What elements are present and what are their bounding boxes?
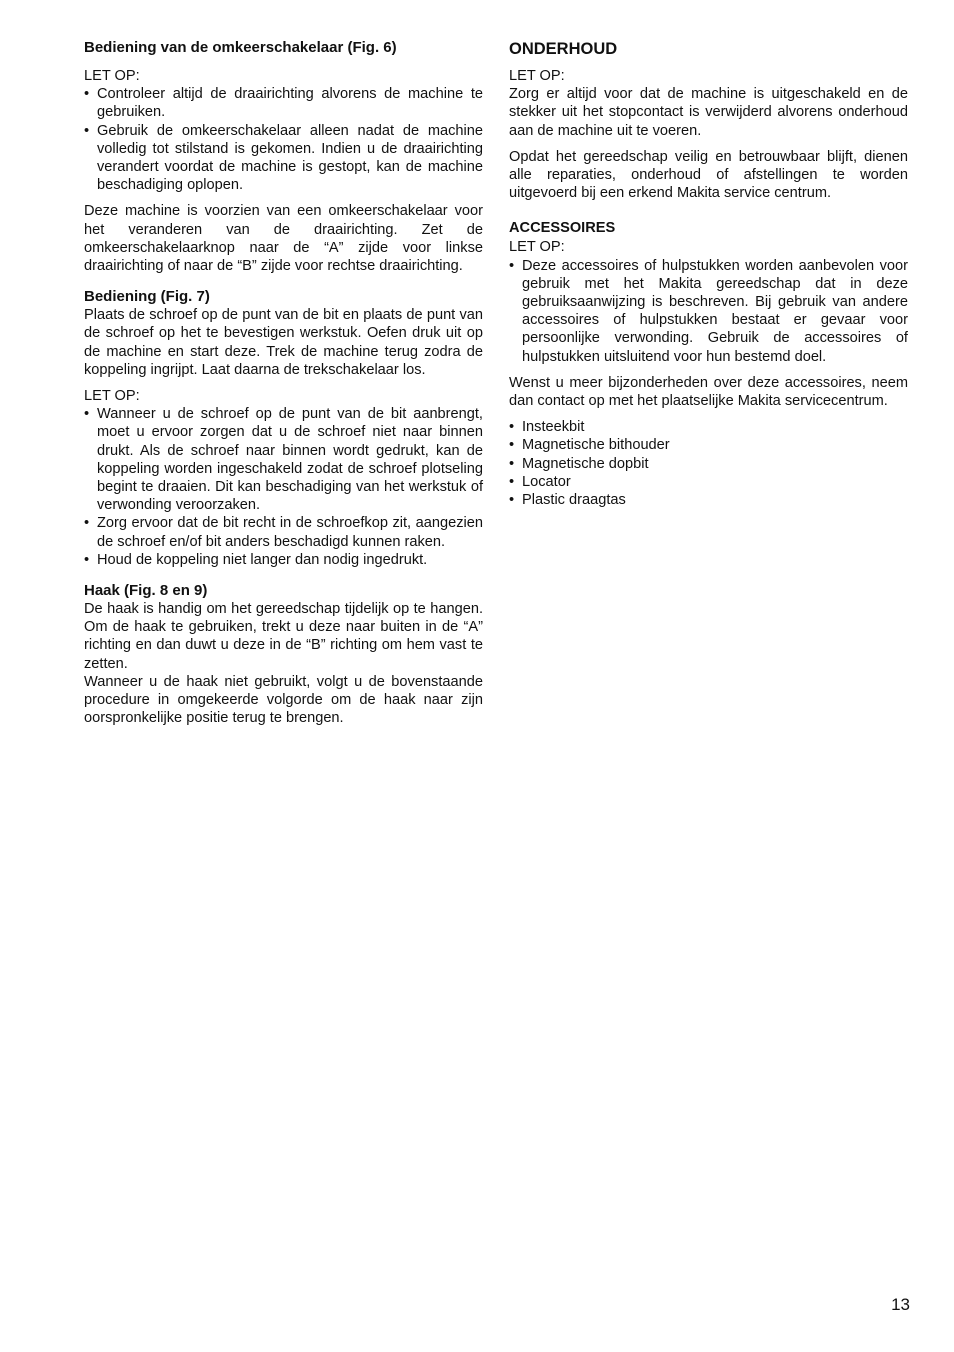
list-item: • Controleer altijd de draairichting alvorens de machine te gebruiken. xyxy=(84,85,483,121)
list-item: • Houd de koppeling niet langer dan nodig ingedrukt. xyxy=(84,551,483,569)
accessories-list xyxy=(509,418,908,509)
paragraph: De haak is handig om het gereedschap tijdelijk op te hangen. Om de haak te gebruiken, trekt u deze naar buiten in de “A” richting en dan duwt u deze in de “B” richting om hem vast te zetten. xyxy=(84,601,483,672)
list-item: • Insteekbit xyxy=(509,418,908,436)
list-item: • Wanneer u de schroef op de punt van de bit aanbrengt, moet u ervoor zorgen dat u de schroef niet naar binnen drukt. Als de schroef naar binnen wordt gedrukt, kan de koppeling worden ingeschakeld zodat de schroef plotseling begint te draaien. Dit kan beschadiging van het werkstuk of verwonding veroorzaken. xyxy=(84,405,483,514)
list-item: • Deze accessoires of hulpstukken worden aanbevolen voor gebruik met het Makita gereedschap dat in deze gebruiksaanwijzing is beschreven. Bij gebruik van andere accessoires of hulpstukken bestaat er gevaar voor persoonlijke verwonding. Gebruik de accessoires of hulpstukken uitsluitend voor hun bestemd doel. xyxy=(509,257,908,366)
paragraph: Wanneer u de haak niet gebruikt, volgt u de bovenstaande procedure in omgekeerde volgorde om de haak naar zijn oorspronkelijke positie terug te brengen. xyxy=(84,673,483,727)
list-item: • Locator xyxy=(509,473,908,491)
list-item: • Gebruik de omkeerschakelaar alleen nadat de machine volledig tot stilstand is gekomen. Indien u de draairichting verandert voordat de machine is gestopt, kan de machine beschadiging oplopen. xyxy=(84,122,483,195)
paragraph: Zorg er altijd voor dat de machine is uitgeschakeld en de stekker uit het stopcontact is verwijderd alvorens onderhoud aan de machine uit te voeren. xyxy=(509,86,908,139)
list-item: • Plastic draagtas xyxy=(509,491,908,509)
caution-list xyxy=(84,85,483,194)
caution-label: LET OP: xyxy=(84,68,140,84)
paragraph: Deze machine is voorzien van een omkeerschakelaar voor het veranderen van de draairichting. Zet de omkeerschakelaarknop naar de “A” zijde voor linkse draairichting of naar de “B” zijde voor rechtse draairichting. xyxy=(84,203,483,275)
caution-label: LET OP: xyxy=(509,68,565,84)
paragraph: Plaats de schroef op de punt van de bit en plaats de punt van de schroef op het te bevestigen werkstuk. Oefen druk uit op de machine en start deze. Trek de machine terug zodra de koppeling ingrijpt. Laat daarna de trekschakelaar los. xyxy=(84,307,483,378)
section-heading-reversing-switch: Bediening van de omkeerschakelaar (Fig. 6) xyxy=(84,39,397,56)
list-item: • Magnetische dopbit xyxy=(509,455,908,473)
caution-label: LET OP: xyxy=(509,239,565,256)
list-item: • Magnetische bithouder xyxy=(509,436,908,454)
paragraph: Opdat het gereedschap veilig en betrouwbaar blijft, dienen alle reparaties, onderhoud of afstellingen te worden uitgevoerd bij een erkend Makita service centrum. xyxy=(509,148,908,202)
section-heading-operation: Bediening (Fig. 7) xyxy=(84,288,210,306)
left-column xyxy=(84,38,483,728)
right-column xyxy=(509,38,908,509)
paragraph: Wenst u meer bijzonderheden over deze accessoires, neem dan contact op met het plaatselijke Makita servicecentrum. xyxy=(509,374,908,410)
caution-list xyxy=(509,257,908,366)
section-heading-hook: Haak (Fig. 8 en 9) xyxy=(84,582,208,600)
section-heading-accessories: ACCESSOIRES xyxy=(509,220,616,237)
caution-label: LET OP: xyxy=(84,388,140,405)
list-item: • Zorg ervoor dat de bit recht in de schroefkop zit, aangezien de schroef en/of bit anders beschadigd kunnen raken. xyxy=(84,514,483,550)
page-number: 13 xyxy=(891,1295,910,1314)
caution-list xyxy=(84,405,483,569)
section-heading-maintenance: ONDERHOUD xyxy=(509,40,618,58)
